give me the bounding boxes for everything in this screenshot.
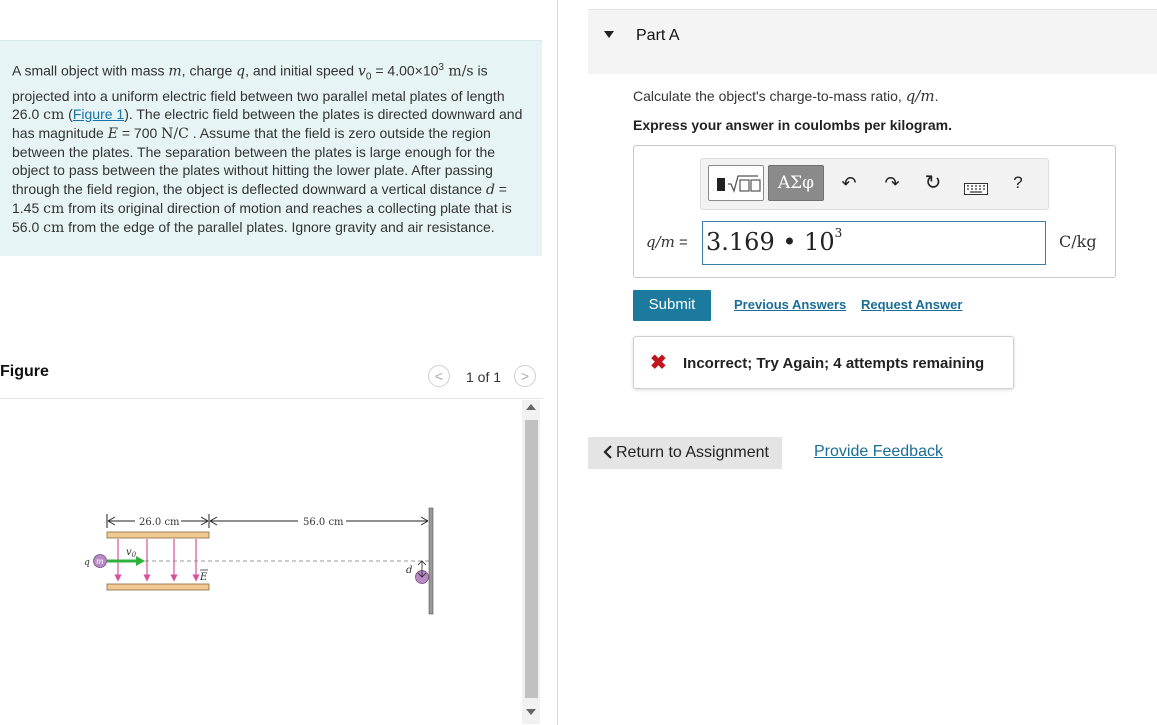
question-text: Calculate the object's charge-to-mass ratio, q/m.	[633, 87, 939, 105]
reset-icon[interactable]: ↻	[924, 172, 942, 194]
distance-symbol: d	[485, 181, 495, 198]
field-symbol: E	[107, 126, 118, 143]
upper-plate	[107, 532, 209, 538]
collapse-caret-icon[interactable]	[604, 31, 614, 38]
problem-text: (	[64, 105, 73, 122]
field-unit: N/C	[161, 126, 189, 143]
chevron-left-icon	[602, 445, 614, 459]
speed-subscript: 0	[365, 71, 372, 83]
lower-plate	[107, 584, 209, 590]
problem-text: . Assume that the field is zero outside the region between the plates. The separation between the plates is large enough for the object to pass between the plates without hitting the lower plate. After passing through the field region, the object is deflected downward a vertical distance	[12, 125, 496, 197]
redo-icon[interactable]: ↷	[884, 173, 900, 193]
field-label: E	[200, 572, 208, 583]
scroll-down-icon[interactable]	[526, 709, 536, 715]
figure-diagram	[0, 400, 520, 720]
figure-counter: 1 of 1	[466, 369, 502, 385]
problem-text: from its original direction of motion and reaches a collecting plate that is 56.0	[12, 199, 512, 236]
problem-text: A small object with mass	[12, 62, 169, 79]
scrollbar-thumb[interactable]	[525, 420, 538, 698]
velocity-label: $v_0$	[126, 547, 137, 559]
keyboard-icon-graphic	[964, 183, 988, 195]
figure-prev-button[interactable]: <	[428, 365, 450, 387]
return-to-assignment-button[interactable]	[588, 437, 782, 469]
help-icon[interactable]: ?	[1013, 173, 1023, 192]
part-title[interactable]: Part A	[636, 27, 680, 44]
speed-symbol: v	[357, 63, 366, 80]
deflection-label: d	[406, 565, 413, 576]
mass-symbol: m	[168, 63, 182, 80]
field-value: = 700	[117, 125, 162, 142]
unit-cm: cm	[43, 200, 65, 217]
speed-value: = 4.00×10	[371, 62, 439, 79]
figure-link[interactable]: Figure 1	[72, 105, 125, 122]
charge-label: q	[84, 558, 90, 568]
gap-length-label: 56.0 cm	[303, 517, 344, 528]
problem-text: from the edge of the parallel plates. Ignore gravity and air resistance.	[64, 219, 495, 236]
answer-instruction: Express your answer in coulombs per kilogram.	[633, 117, 952, 133]
unit-label: C/kg	[1059, 232, 1097, 251]
keyboard-icon[interactable]	[964, 178, 988, 190]
problem-statement	[0, 40, 542, 256]
velocity-arrowhead	[136, 556, 145, 566]
charge-symbol: q	[236, 63, 246, 80]
divider	[0, 398, 543, 399]
answer-value[interactable]: 3.169 • $10^3$	[706, 226, 843, 256]
templates-button[interactable]	[708, 165, 764, 201]
request-answer-link[interactable]: Request Answer	[861, 297, 963, 312]
panel-divider	[557, 0, 558, 725]
symbols-button[interactable]: ΑΣφ	[768, 165, 824, 201]
collecting-plate	[429, 508, 433, 614]
feedback-message: Incorrect; Try Again; 4 attempts remaining	[683, 355, 985, 372]
error-x-icon: ✖	[650, 352, 667, 374]
templates-icon	[709, 166, 763, 200]
scroll-up-icon[interactable]	[526, 404, 536, 410]
return-label: Return to Assignment	[616, 444, 769, 461]
problem-text: ). The electric field between the plates is directed downward and has magnitude	[12, 105, 523, 142]
provide-feedback-link[interactable]: Provide Feedback	[814, 443, 943, 460]
unit-cm: cm	[43, 106, 65, 123]
problem-text: , charge	[181, 62, 237, 79]
submit-button[interactable]: Submit	[633, 290, 711, 321]
previous-answers-link[interactable]: Previous Answers	[734, 297, 847, 312]
speed-exponent: 3	[438, 62, 444, 73]
unit-cm: cm	[43, 220, 65, 237]
undo-icon[interactable]: ↶	[841, 173, 857, 193]
ratio-symbol: q/m	[905, 87, 935, 105]
plate-length-label: 26.0 cm	[139, 517, 180, 528]
answer-label: q/m =	[646, 233, 688, 251]
figure-title: Figure	[0, 363, 49, 380]
problem-text: is projected into a uniform electric field between two parallel metal plates of length 26.0	[12, 62, 505, 122]
distance-value: = 1.45	[12, 180, 507, 216]
speed-unit: m/s	[443, 63, 474, 80]
figure-next-button[interactable]: >	[514, 365, 536, 387]
mass-label: m	[96, 557, 104, 566]
problem-text: , and initial speed	[245, 62, 358, 79]
